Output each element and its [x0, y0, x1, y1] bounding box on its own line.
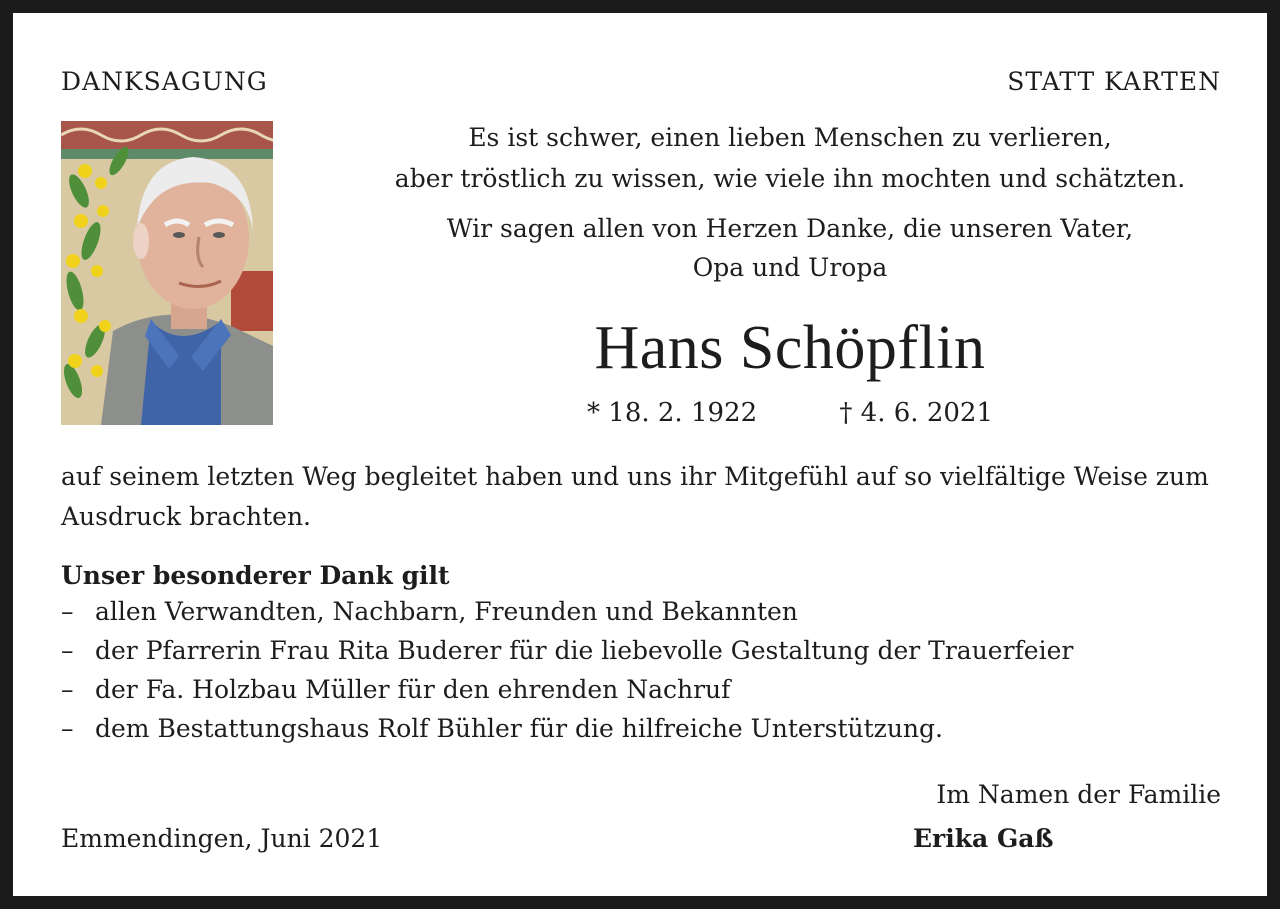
- list-item: [61, 592, 1073, 631]
- list-item-text: allen Verwandten, Nachbarn, Freunden und Bekannten: [95, 597, 798, 626]
- list-item-text: dem Bestattungshaus Rolf Bühler für die hilfreiche Unterstützung.: [95, 714, 943, 743]
- header-right: STATT KARTEN: [1007, 67, 1221, 96]
- thanks-text: [335, 209, 1245, 287]
- list-item: [61, 670, 1073, 709]
- place-date: Emmendingen, Juni 2021: [61, 824, 383, 853]
- death-date: † 4. 6. 2021: [839, 398, 993, 428]
- portrait-illustration: [61, 121, 273, 425]
- intro-line-2: aber tröstlich zu wissen, wie viele ihn mochten und schätzten.: [394, 164, 1186, 193]
- list-item-text: der Fa. Holzbau Müller für den ehrenden Nachruf: [95, 675, 731, 704]
- intro-line-1: Es ist schwer, einen lieben Menschen zu verlieren,: [468, 123, 1112, 152]
- obituary-card: [13, 13, 1267, 896]
- dash-bullet: –: [61, 714, 74, 743]
- dash-bullet: –: [61, 675, 74, 704]
- deceased-name: Hans Schöpflin: [594, 314, 986, 382]
- birth-date: * 18. 2. 1922: [587, 398, 758, 428]
- special-thanks-title: Unser besonderer Dank gilt: [61, 561, 450, 590]
- list-item: [61, 631, 1073, 670]
- signature-line: Im Namen der Familie: [936, 780, 1221, 809]
- dash-bullet: –: [61, 636, 74, 665]
- dash-bullet: –: [61, 597, 74, 626]
- special-thanks-list: [61, 592, 1073, 748]
- signature-name: Erika Gaß: [913, 824, 1054, 853]
- portrait-photo: [61, 121, 273, 425]
- intro-text: [335, 117, 1245, 199]
- thanks-line-1: Wir sagen allen von Herzen Danke, die unseren Vater,: [446, 214, 1134, 243]
- list-item-text: der Pfarrerin Frau Rita Buderer für die liebevolle Gestaltung der Trauerfeier: [95, 636, 1074, 665]
- list-item: [61, 709, 1073, 748]
- life-dates: [335, 393, 1245, 433]
- thanks-line-2: Opa und Uropa: [692, 253, 888, 282]
- body-text: auf seinem letzten Weg begleitet haben und uns ihr Mitgefühl auf so vielfältige Weise zum Ausdruck brachten.: [61, 462, 1209, 531]
- header-left: DANKSAGUNG: [61, 67, 268, 96]
